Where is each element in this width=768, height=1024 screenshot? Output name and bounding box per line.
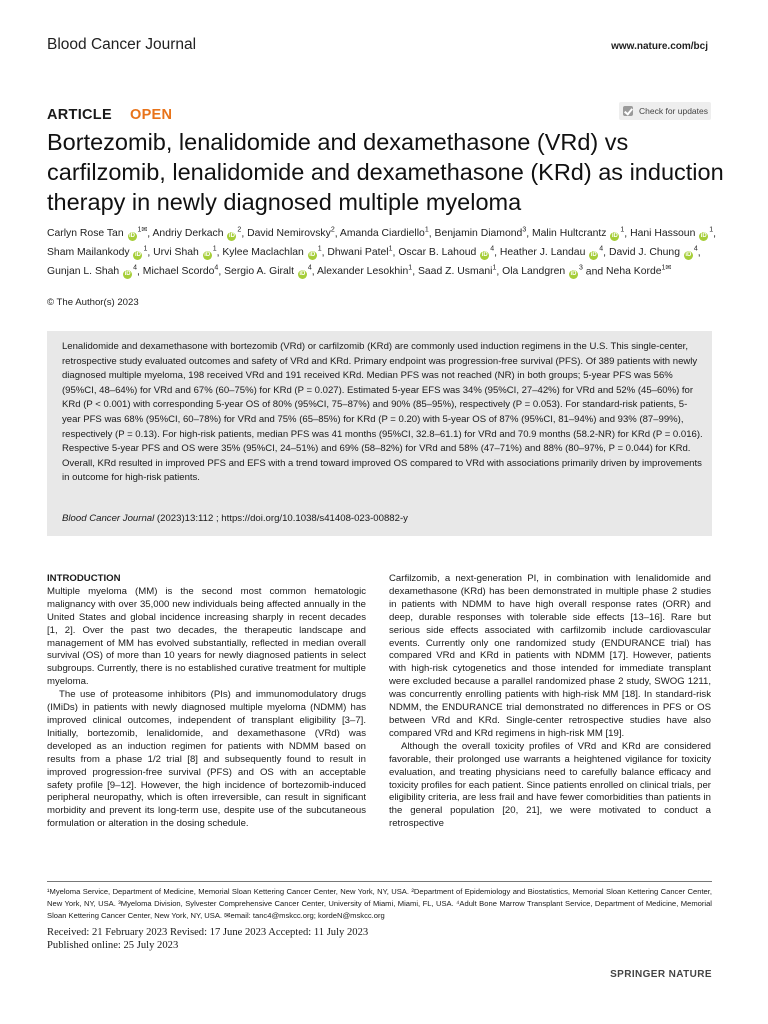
citation-doi[interactable]: (2023)13:112 ; https://doi.org/10.1038/s41408-023-00882-y [154,513,408,524]
author-name: Sham Mailankody [47,247,130,259]
author[interactable] [224,266,312,277]
author[interactable] [317,266,412,277]
affiliation-marker: 4 [490,245,495,253]
author-name: Amanda Ciardiello [339,228,425,240]
author-name: David J. Chung [608,247,680,259]
affiliation-marker: 1 [317,245,322,253]
affiliation-marker: 2 [237,227,242,234]
affiliations: ¹Myeloma Service, Department of Medicine, Memorial Sloan Kettering Cancer Center, New York, NY, USA. ²Department of Epidemiology and Biostatistics, Memorial Sloan Kettering Cancer Center, New York, NY, USA. ³Myeloma Division, Sylvester Comprehensive Cancer Center, University of Miami, Miami, FL, USA. ⁴Adult Bone Marrow Transplant Service, Department of Medicine, Memorial Sloan Kettering Cancer Center, New York, NY, USA. ✉email: tanc4@mskcc.org; kordeN@mskcc.org [47,887,712,920]
affiliation-marker: 3 [522,227,527,234]
abstract-text: Lenalidomide and dexamethasone with bortezomib (VRd) or carfilzomib (KRd) are commonly used induction regimens in the U.S. This single-center, retrospective study evaluated outcomes and safety of VRd and KRd. Primary endpoint was progression-free survival (PFS). Of 389 patients with newly diagnosed multiple myeloma, 198 received VRd and 191 received KRd. Median PFS was not reached (NR) in both groups; 5-year PFS was 56% (95%CI, 48–64%) for VRd and 67% (60–75%) for KRd (P = 0.027). Estimated 5-year EFS was 34% (95%CI, 27–42%) for VRd and 52% (45–60%) for KRd (P < 0.001) with corresponding 5-year OS of 80% (95%CI, 75–87%) and 90% (85–95%), respectively (P = 0.053). For standard-risk patients, 5-year PFS was 68% (95%CI, 60–78%) for VRd and 75% (65–85%) for KRd (P = 0.20) with 5-year OS of 87% (95%CI, 81–94%) and 93% (87–99%), respectively (P = 0.13). For high-risk patients, median PFS was 41 months (95%CI, 32.8–61.1) for VRd and 70.9 months (58.2-NR) for KRd (P = 0.016). Respective 5-year PFS and OS were 35% (95%CI, 24–51%) and 69% (58–82%) for VRd and 58% (47–71%) and 88% (80–97%, P = 0.044) for KRd. Overall, KRd resulted in improved PFS and EFS with a trend toward improved OS compared to VRd with associations primarily driven by improvements in outcome for high-risk patients. [62,341,703,484]
affiliation-marker: 1 [388,245,393,253]
author-name: Andriy Derkach [152,228,224,240]
author-name: Saad Z. Usmani [417,266,493,278]
paragraph: Carfilzomib, a next-generation PI, in combination with lenalidomide and dexamethasone (KRd) has been demonstrated in multiple phase 2 studies in patients with NDMM to have high overall response rates (ORR) and deep, durable responses with tolerable side effects [13–16]. Rare but serious side effects associated with carfilzomib include cardiovascular events. Currently only one randomized study (ENDURANCE trial) has compared VRd and KRd in patients with NDMM [17]. However, patients with high-risk cytogenetics and those intended for immediate transplant were excluded because a parallel randomized phase 2 study, SWOG 1211, was concurrently enrolling patients with high-risk MM [18]. In standard-risk NDMM, the ENDURANCE trial demonstrated no differences in PFS or OS between VRd and KRd. Single-center retrospective studies have also compared VRd and KRd regimens in high-risk MM [19]. [389,573,711,739]
orcid-icon[interactable]: iD [124,271,131,278]
paragraph: The use of proteasome inhibitors (PIs) and immunomodulatory drugs (IMiDs) in patients with newly diagnosed multiple myeloma (NDMM) has improved clinical outcomes, independent of transplant eligibility [3–7]. Initially, bortezomib, lenalidomide, and dexamethasone (VRd) was developed as an induction regimen for patients with NDMM based on results from a phase 1/2 trial [8] and subsequently found to result in improved progression-free survival (PFS) and OS with an acceptable safety profile [9–12]. However, the high incidence of bortezomib-induced peripheral neuropathy, which is often irreversible, can result in significant morbidity and prevent its long-term use, despite use of the subcutaneous formulation or alteration in the dosing schedule. [47,689,366,830]
author[interactable] [153,247,216,258]
orcid-icon[interactable]: iD [685,252,692,259]
affiliation-marker: 4 [307,264,312,272]
affiliation-marker: 1 [709,227,714,234]
author[interactable] [47,247,147,258]
author-name: Neha Korde [606,266,662,278]
copyright: © The Author(s) 2023 [47,297,139,308]
author[interactable] [47,228,147,239]
author[interactable] [152,228,241,239]
affiliation-marker: 1✉ [137,227,148,234]
author-name: Urvi Shah [153,247,199,259]
author[interactable] [630,228,713,239]
author-name: Michael Scordo [142,266,215,278]
author-name: Benjamin Diamond [434,228,523,240]
author[interactable] [222,247,321,258]
article-label: ARTICLE [47,107,112,123]
affiliation-marker: 1 [492,264,497,272]
author-name: Oscar B. Lahoud [398,247,477,259]
author[interactable] [247,228,335,239]
author[interactable] [532,228,624,239]
affiliation-marker: 4 [599,245,604,253]
published-online: Published online: 25 July 2023 [47,940,179,951]
author[interactable] [143,266,219,277]
paragraph: Although the overall toxicity profiles of VRd and KRd are considered favorable, their prolonged use warrants a heightened vigilance for toxicity evaluation, and treating physicians need to carefully balance efficacy and toxicity profiles for each patient. Since patients enrolled on clinical trials, per eligibility criteria, are less frail and have fewer comorbidities than patients in the general population [20, 21], we were motivated to conduct a retrospective [389,740,711,830]
publication-dates [47,926,368,952]
author[interactable] [398,247,494,258]
check-for-updates-button[interactable] [619,102,711,120]
section-heading-introduction: INTRODUCTION [47,573,121,584]
author-name: Hani Hassoun [630,228,696,240]
orcid-icon[interactable]: iD [228,233,235,240]
author[interactable] [418,266,496,277]
affiliation-marker: 1 [424,227,429,234]
received-revised-accepted: Received: 21 February 2023 Revised: 17 June 2023 Accepted: 11 July 2023 [47,927,369,938]
orcid-icon[interactable]: iD [309,252,316,259]
affiliation-marker: 1 [212,245,217,253]
affiliation-marker: 1 [620,227,625,234]
affiliation-marker: 1 [143,245,148,253]
orcid-icon[interactable]: iD [134,252,141,259]
author-name: Ola Landgren [502,266,566,278]
author[interactable] [500,247,603,258]
affiliation-marker: 1 [408,264,413,272]
body-column-left [47,573,366,831]
affiliation-marker: 3 [579,264,583,272]
body-column-right [389,573,711,831]
orcid-icon[interactable]: iD [204,252,211,259]
author-name: Gunjan L. Shah [47,266,120,278]
affiliation-marker: 1✉ [661,264,672,272]
journal-url[interactable]: www.nature.com/bcj [611,41,708,52]
author-list: Carlyn Rose Tan $iD^{1✉}$, Andriy Derkach $iD^2$, David Nemirovsky$^2$, Amanda Ciardiello$^1$, Benjamin Diamond$^3$, Malin Hultcrantz $iD^1$, Hani Hassoun $iD^1$, Sham Mailankody $iD^1$, Urvi Shah $iD^1$, Kylee Maclachlan $iD^1$, Dhwani Patel$^1$, Oscar B. Lahoud $iD^4$, Heather J. Landau $iD^4$, David J. Chung $iD^4$, Gunjan L. Shah $iD^4$, Michael Scordo$^4$, Sergio A. Giralt $iD^4$, Alexander Lesokhin$^1$, Saad Z. Usmani$^1$, Ola Landgren $iD^3$ and Neha Korde$^{1✉}$ [47,227,717,278]
affiliation-marker: 4 [693,245,698,253]
article-title: Bortezomib, lenalidomide and dexamethasone (VRd) vs carfilzomib, lenalidomide and dexamethasone (KRd) as induction therapy in newly diagnosed multiple myeloma [47,129,724,215]
orcid-icon[interactable]: iD [129,233,136,240]
paragraph: Multiple myeloma (MM) is the second most common hematologic malignancy with over 35,000 new individuals being affected annually in the United States and global incidence increasing sharply in recent decades [1, 2]. Over the past two decades, the therapeutic landscape and management of MM has evolved substantially, reflected in median overall survival (OS) of more than 10 years for newly diagnosed patients in select subgroups. Currently, there is no established curative treatment for multiple myeloma. [47,585,366,688]
orcid-icon[interactable]: iD [700,233,707,240]
author-name: Carlyn Rose Tan [47,228,124,240]
orcid-icon[interactable]: iD [611,233,618,240]
author-name: Sergio A. Giralt [224,266,294,278]
author-name: Heather J. Landau [499,247,586,259]
author-name: David Nemirovsky [247,228,331,240]
author-name: Alexander Lesokhin [317,266,409,278]
check-for-updates-label: Check for updates [639,106,708,116]
author[interactable] [435,228,527,239]
author-name: Kylee Maclachlan [222,247,304,259]
author[interactable] [502,266,583,277]
author[interactable] [340,228,429,239]
author[interactable] [47,266,137,277]
open-access-label: OPEN [130,107,173,123]
footnote-divider [47,881,712,882]
author[interactable] [606,266,671,277]
author-name: Malin Hultcrantz [532,228,607,240]
orcid-icon[interactable]: iD [299,271,306,278]
author[interactable] [327,247,392,258]
author[interactable] [609,247,698,258]
publisher-logo: SPRINGER NATURE [610,969,712,980]
journal-name: Blood Cancer Journal [47,36,197,53]
author-name: Dhwani Patel [327,247,389,259]
citation-journal: Blood Cancer Journal [62,513,155,524]
orcid-icon[interactable]: iD [590,252,597,259]
citation [62,513,408,524]
affiliation-marker: 2 [330,227,335,234]
affiliation-marker: 4 [214,264,219,272]
orcid-icon[interactable]: iD [570,271,577,278]
affiliation-marker: 4 [133,264,138,272]
check-icon [623,106,633,116]
orcid-icon[interactable]: iD [481,252,488,259]
